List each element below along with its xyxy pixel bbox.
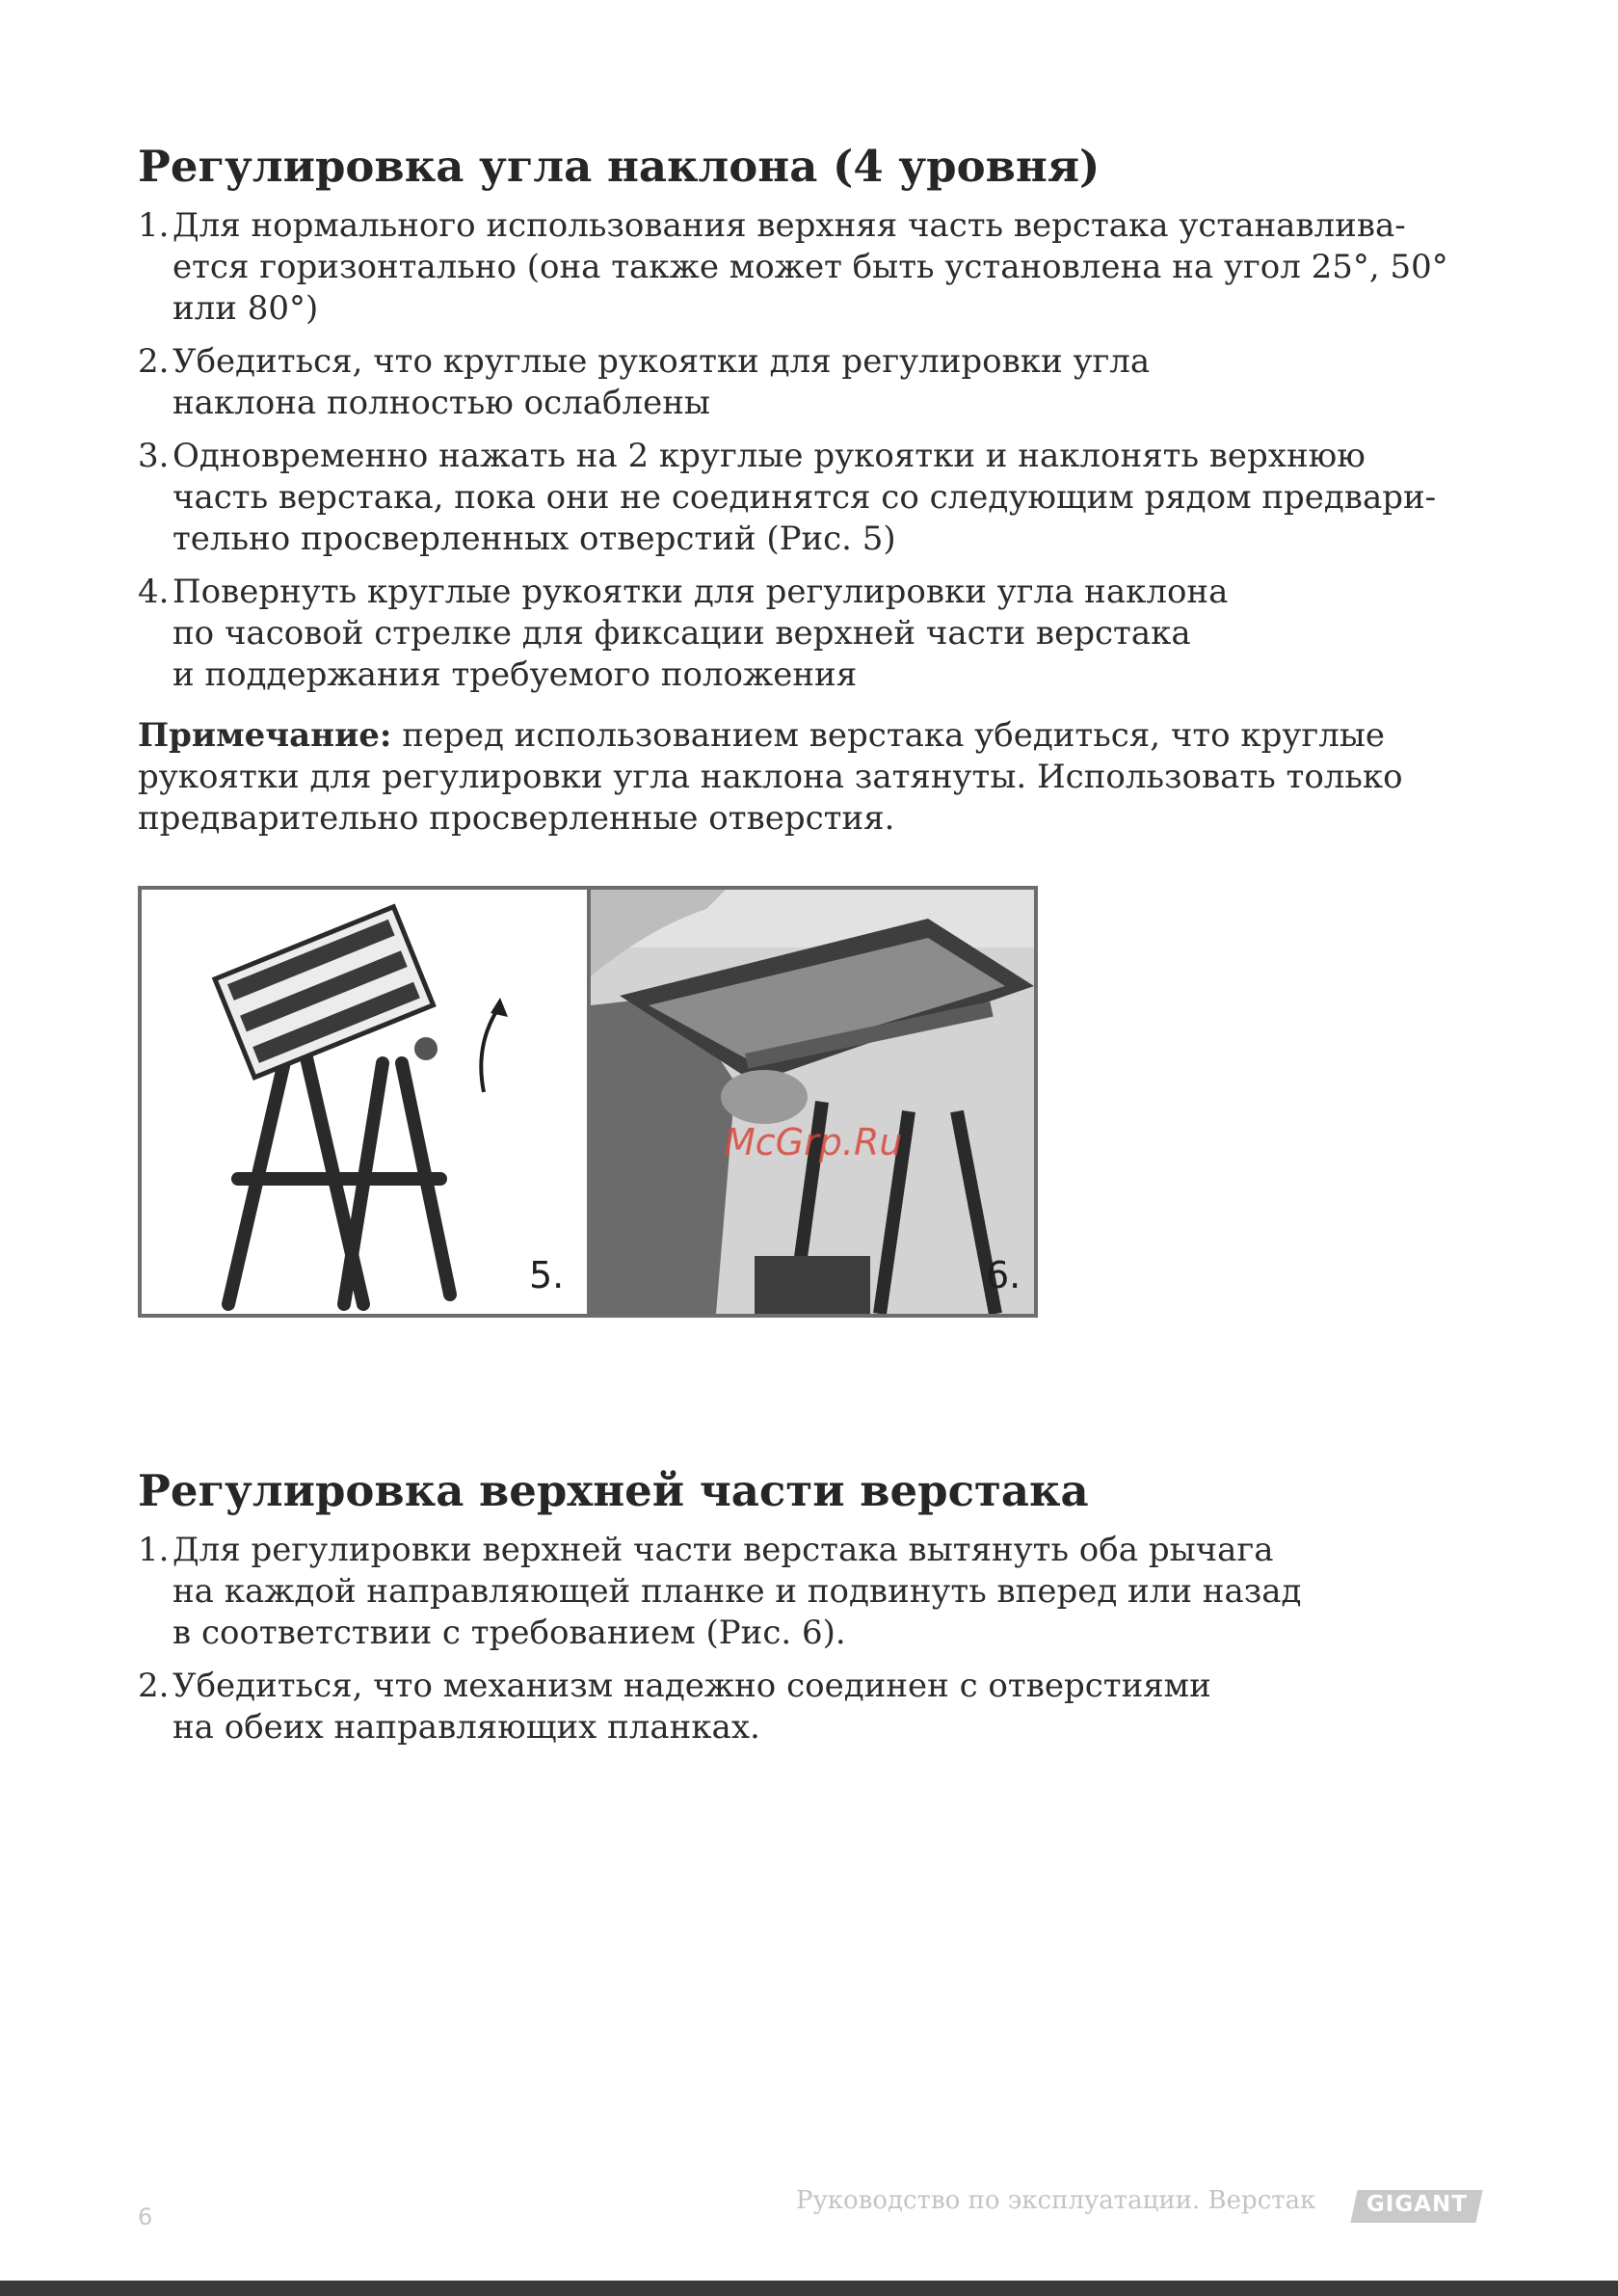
item-number: 2. <box>138 342 170 381</box>
item-text: Убедиться, что механизм надежно соединен с отверстиями на обеих направляющих планках. <box>172 1667 1211 1747</box>
list-item <box>138 341 1487 424</box>
section-title: Регулировка верхней части верстака <box>138 1465 1089 1516</box>
item-text: Повернуть круглые рукоятки для регулировки угла наклона по часовой стрелке для фиксации верхней части верстака и поддержания требуемого положения <box>172 573 1229 694</box>
list-item <box>138 436 1487 560</box>
section-top-adjustment <box>138 1465 1487 1760</box>
figure-6-image <box>591 890 1034 1314</box>
list-item <box>138 1530 1487 1654</box>
item-number: 3. <box>138 437 170 475</box>
item-text: Для регулировки верхней части верстака вытянуть оба рычага на каждой направляющей планке и подвинуть вперед или назад в соответствии с требованием (Рис. 6). <box>172 1531 1302 1652</box>
list-item <box>138 205 1487 330</box>
figure-label: 5. <box>529 1254 565 1296</box>
note-paragraph <box>138 715 1487 840</box>
item-number: 1. <box>138 1531 170 1569</box>
figure-label: 6. <box>986 1254 1021 1296</box>
list-item <box>138 1666 1487 1749</box>
logo-text: GIGANT <box>1366 2192 1468 2217</box>
item-number: 2. <box>138 1667 170 1705</box>
item-text: Одновременно нажать на 2 круглые рукоятки и наклонять верхнюю часть верстака, пока они не соединятся со следующим рядом предвари- тельно просверленных отверстий (Рис. 5) <box>172 437 1437 558</box>
item-number: 4. <box>138 573 170 611</box>
instruction-list <box>138 1530 1487 1749</box>
section-title: Регулировка угла наклона (4 уровня) <box>138 141 1101 192</box>
section-tilt-adjustment <box>138 141 1487 840</box>
workbench-tilted-illustration <box>142 890 587 1314</box>
watermark: McGrp.Ru <box>724 1121 903 1163</box>
list-item <box>138 572 1487 696</box>
note-label: Примечание: <box>138 716 392 755</box>
page-number: 6 <box>138 2203 153 2230</box>
item-text: Для нормального использования верхняя часть верстака устанавлива- ется горизонтально (она также может быть установлена на угол 25°, 50° или 80°) <box>172 206 1448 328</box>
workbench-hands-photo <box>591 890 1034 1314</box>
instruction-list <box>138 205 1487 696</box>
footer-doc-title: Руководство по эксплуатации. Верстак <box>796 2186 1316 2215</box>
item-number: 1. <box>138 206 170 245</box>
brand-logo <box>1350 2190 1482 2223</box>
note-text: перед использованием верстака убедиться, что круглые рукоятки для регулировки угла наклона затянуты. Использовать только предварительно просверленные отверстия. <box>138 716 1403 838</box>
item-text: Убедиться, что круглые рукоятки для регулировки угла наклона полностью ослаблены <box>172 342 1151 422</box>
figure-5-image <box>142 890 591 1314</box>
bottom-bar <box>0 2281 1618 2296</box>
figure-5-6 <box>138 886 1038 1318</box>
